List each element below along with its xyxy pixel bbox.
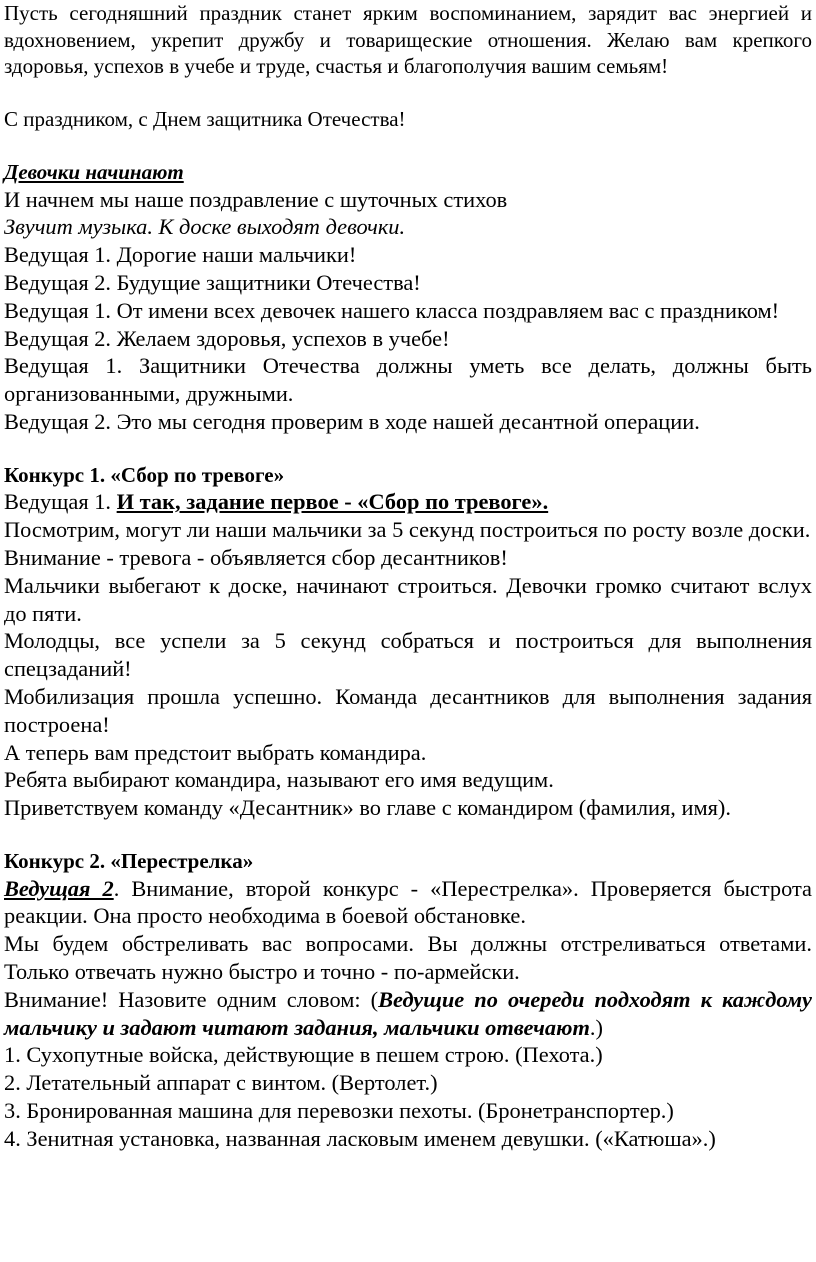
girls-line: Ведущая 2. Желаем здоровья, успехов в учебе!	[4, 325, 450, 351]
contest1-line: Посмотрим, могут ли наши мальчики за 5 секунд построиться по росту возле доски.	[4, 517, 811, 543]
contest1-line: Приветствуем команду «Десантник» во главе с командиром (фамилия, имя).	[4, 795, 731, 821]
contest1-leader-line	[4, 488, 812, 516]
intro-greeting: С праздником, с Днем защитника Отечества!	[4, 107, 406, 132]
spacer	[4, 436, 812, 462]
girls-line: Ведущая 1. От имени всех девочек нашего класса поздравляем вас с праздником!	[4, 297, 780, 323]
girls-line: Ведущая 2. Это мы сегодня проверим в ходе нашей десантной операции.	[4, 408, 700, 434]
attention-instruction: Ведущие по очереди подходят к каждому мальчику и задают читают задания, мальчики отвечают	[4, 986, 812, 1040]
contest1-heading: Конкурс 1. «Сбор по тревоге»	[4, 462, 285, 487]
contest1-line: Ребята выбирают командира, называют его имя ведущим.	[4, 767, 554, 793]
spacer	[4, 80, 812, 106]
contest1-line: Мобилизация прошла успешно. Команда десантников для выполнения задания построена!	[4, 683, 812, 737]
girls-line: Ведущая 1. Защитники Отечества должны уметь все делать, должны быть организованными, дружными.	[4, 353, 812, 407]
spacer	[4, 822, 812, 848]
contest1-line: А теперь вам предстоит выбрать командира.	[4, 739, 427, 765]
girls-stage-direction: Звучит музыка. К доске выходят девочки.	[4, 214, 406, 240]
contest2-attention	[4, 986, 812, 1042]
question-item: 1. Сухопутные войска, действующие в пешем строю. (Пехота.)	[4, 1042, 603, 1068]
intro-wish: Пусть сегодняшний праздник станет ярким воспоминанием, зарядит вас энергией и вдохновением, укрепит дружбу и товарищеские отношения. Желаю вам крепкого здоровья, успехов в учебе и труде, счастья и благополучия вашим семьям!	[4, 1, 812, 79]
girls-heading: Девочки начинают	[4, 159, 184, 184]
attention-suffix: .)	[589, 1014, 603, 1040]
contest2-intro-rest: . Внимание, второй конкурс - «Перестрелка». Проверяется быстрота реакции. Она просто необходима в боевой обстановке.	[4, 875, 812, 929]
girls-line: Ведущая 1. Дорогие наши мальчики!	[4, 242, 357, 268]
contest2-heading: Конкурс 2. «Перестрелка»	[4, 848, 254, 873]
question-item: 3. Бронированная машина для перевозки пехоты. (Бронетранспортер.)	[4, 1098, 674, 1124]
contest1-leader-prefix: Ведущая 1.	[4, 489, 117, 515]
contest1-line: Мальчики выбегают к доске, начинают строиться. Девочки громко считают вслух до пяти.	[4, 572, 812, 626]
contest1-line: Внимание - тревога - объявляется сбор десантников!	[4, 544, 508, 570]
contest1-leader-task: И так, задание первое - «Сбор по тревоге».	[116, 489, 549, 515]
question-item: 2. Летательный аппарат с винтом. (Вертолет.)	[4, 1070, 438, 1096]
contest2-line: Мы будем обстреливать вас вопросами. Вы должны отстреливаться ответами. Только отвечать нужно быстро и точно - по-армейски.	[4, 931, 812, 985]
question-item: 4. Зенитная установка, названная ласковым именем девушки. («Катюша».)	[4, 1125, 716, 1151]
contest2-leader: Ведущая 2	[4, 875, 114, 901]
girls-line: Ведущая 2. Будущие защитники Отечества!	[4, 269, 421, 295]
contest2-intro	[4, 875, 812, 931]
contest1-line: Молодцы, все успели за 5 секунд собраться и построиться для выполнения спецзаданий!	[4, 628, 812, 682]
attention-prefix: Внимание! Назовите одним словом: (	[4, 986, 379, 1012]
spacer	[4, 133, 812, 159]
girls-line1: И начнем мы наше поздравление с шуточных стихов	[4, 186, 508, 212]
